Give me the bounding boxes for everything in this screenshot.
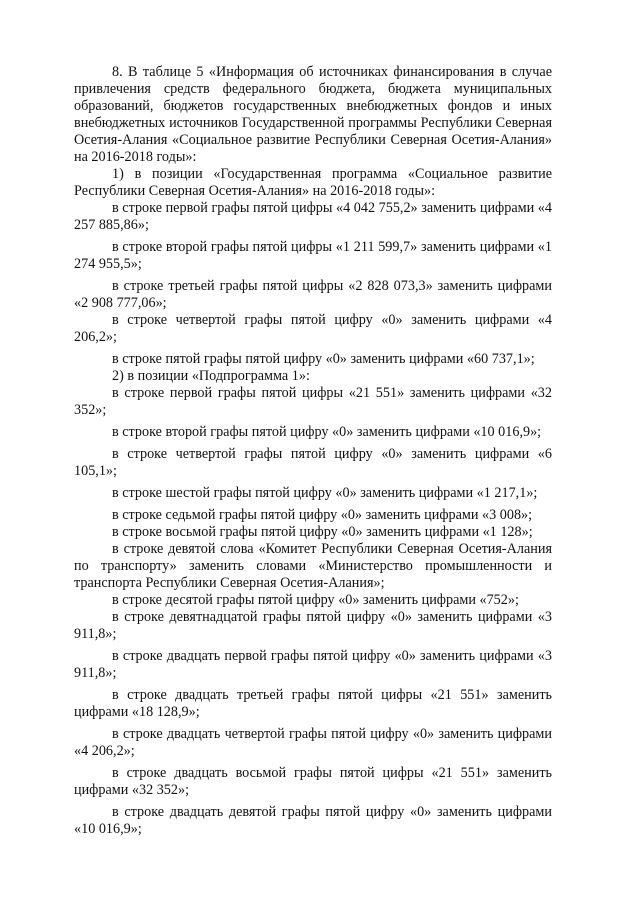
- paragraph-sub-row-1: в строке первой графы пятой цифры «21 551» заменить цифрами «32 352»;: [74, 385, 552, 418]
- paragraph-row-4: в строке четвертой графы пятой цифру «0» заменить цифрами «4 206,2»;: [74, 312, 552, 345]
- paragraph-sub-row-10: в строке десятой графы пятой цифру «0» заменить цифрами «752»;: [112, 592, 519, 608]
- paragraph-row-3: в строке третьей графы пятой цифры «2 828 073,3» заменить цифрами «2 908 777,06»;: [74, 278, 552, 311]
- paragraph-row-2: в строке второй графы пятой цифры «1 211 599,7» заменить цифрами «1 274 955,5»;: [74, 239, 552, 272]
- paragraph-sub-row-29: в строке двадцать девятой графы пятой цифру «0» заменить цифрами «10 016,9»;: [74, 804, 552, 837]
- paragraph-item-8-intro: 8. В таблице 5 «Информация об источниках финансирования в случае привлечения средств федерального бюджета, бюджета муниципальных образований, бюджетов государственных внебюджетных фондов и иных внебюджетных источников Государственной программы Республики Северная Осетия-Алания «Социальное развитие Республики Северная Осетия-Алания» на 2016-2018 годы»:: [74, 64, 552, 165]
- paragraph-row-5: в строке пятой графы пятой цифру «0» заменить цифрами «60 737,1»;: [112, 351, 535, 367]
- paragraph-position-subprogram-1: 2) в позиции «Подпрограмма 1»:: [112, 368, 310, 384]
- paragraph-sub-row-4: в строке четвертой графы пятой цифру «0» заменить цифрами «6 105,1»;: [74, 446, 552, 479]
- paragraph-sub-row-19: в строке девятнадцатой графы пятой цифру «0» заменить цифрами «3 911,8»;: [74, 609, 552, 642]
- paragraph-sub-row-23: в строке двадцать третьей графы пятой цифры «21 551» заменить цифрами «18 128,9»;: [74, 687, 552, 720]
- document-body: [74, 64, 552, 838]
- paragraph-sub-row-24: в строке двадцать четвертой графы пятой цифру «0» заменить цифрами «4 206,2»;: [74, 726, 552, 759]
- paragraph-sub-row-9: в строке девятой слова «Комитет Республики Северная Осетия-Алания по транспорту» заменить словами «Министерство промышленности и транспорта Республики Северная Осетия-Алания»;: [74, 541, 552, 591]
- paragraph-sub-row-21: в строке двадцать первой графы пятой цифру «0» заменить цифрами «3 911,8»;: [74, 648, 552, 681]
- paragraph-row-1: в строке первой графы пятой цифры «4 042 755,2» заменить цифрами «4 257 885,86»;: [74, 200, 552, 233]
- paragraph-sub-row-8: в строке восьмой графы пятой цифру «0» заменить цифрами «1 128»;: [112, 524, 533, 540]
- paragraph-sub-row-7: в строке седьмой графы пятой цифру «0» заменить цифрами «3 008»;: [112, 507, 533, 523]
- paragraph-sub-row-28: в строке двадцать восьмой графы пятой цифры «21 551» заменить цифрами «32 352»;: [74, 765, 552, 798]
- paragraph-sub-row-2: в строке второй графы пятой цифру «0» заменить цифрами «10 016,9»;: [112, 424, 542, 440]
- paragraph-position-1: 1) в позиции «Государственная программа «Социальное развитие Республики Северная Осетия-Алания» на 2016-2018 годы»:: [74, 166, 552, 199]
- paragraph-sub-row-6: в строке шестой графы пятой цифру «0» заменить цифрами «1 217,1»;: [112, 485, 538, 501]
